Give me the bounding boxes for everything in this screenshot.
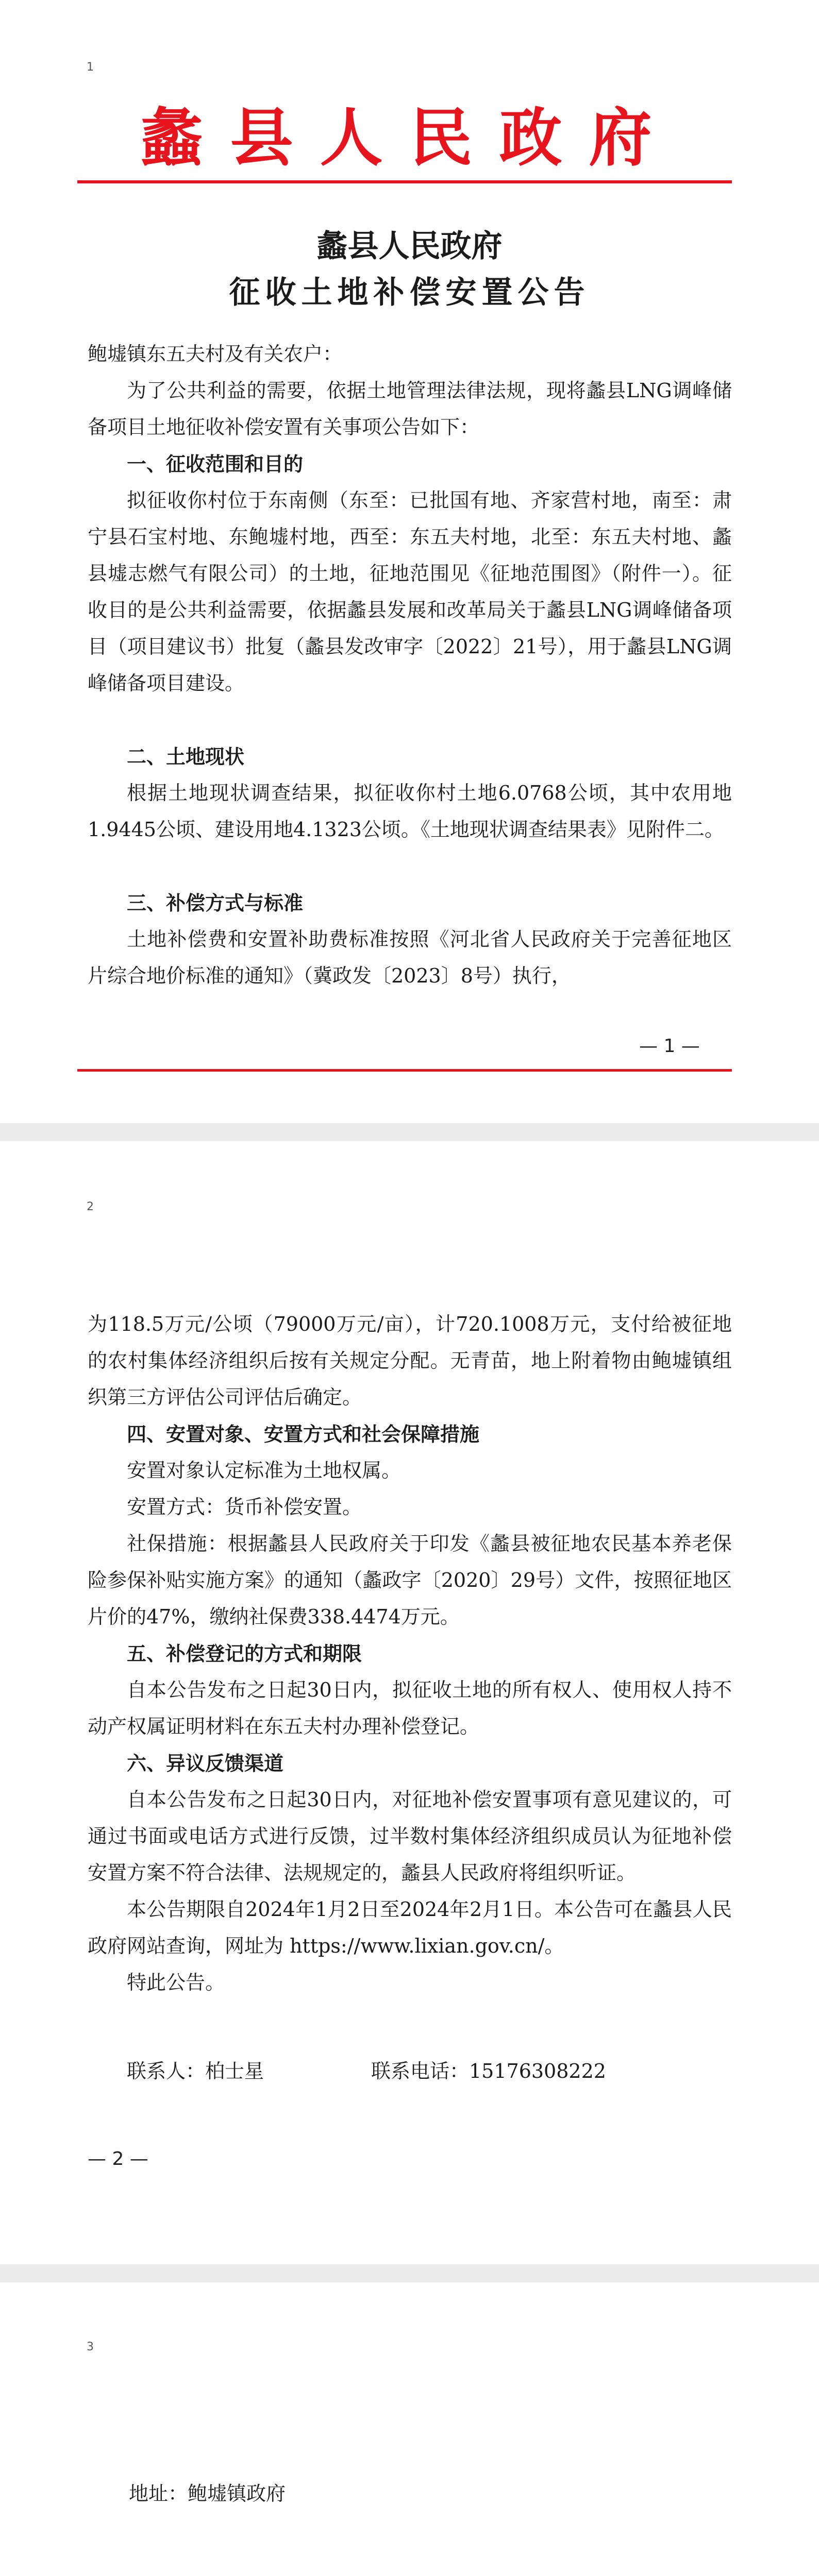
document-page-1 [0, 0, 819, 1123]
contact-phone: 联系电话：15176308222 [371, 2060, 606, 2082]
paragraph-3: 土地补偿费和安置补助费标准按照《河北省人民政府关于完善征地区片综合地价标准的通知》（冀政发〔2023〕8号）执行， [88, 928, 732, 987]
heading-2: 二、土地现状 [127, 745, 245, 768]
intro-paragraph: 为了公共利益的需要，依据土地管理法律法规，现将蠡县LNG调峰储备项目土地征收补偿安置有关事项公告如下： [88, 379, 732, 438]
heading-4: 四、安置对象、安置方式和社会保障措施 [127, 1422, 480, 1446]
paragraph-2: 根据土地现状调查结果，拟征收你村土地6.0768公顷，其中农用地1.9445公顷、建设用地4.1323公顷。《土地现状调查结果表》见附件二。 [88, 782, 732, 841]
page-mark: 1 [87, 61, 94, 74]
paragraph-4b: 安置方式：货币补偿安置。 [127, 1496, 362, 1518]
heading-5: 五、补偿登记的方式和期限 [127, 1642, 362, 1665]
page-mark: 3 [87, 2341, 94, 2353]
paragraph-5: 自本公告发布之日起30日内，拟征收土地的所有权人、使用权人持不动产权属证明材料在东五夫村办理补偿登记。 [88, 1679, 732, 1738]
page-number: — 1 — [639, 1036, 700, 1057]
paragraph-6b: 本公告期限自2024年1月2日至2024年2月1日。本公告可在蠡县人民政府网站查询，网址为 https://www.lixian.gov.cn/。 [88, 1898, 732, 1957]
document-page-2 [0, 1141, 819, 2264]
addressee: 鲍墟镇东五夫村及有关农户： [88, 343, 343, 365]
paragraph-3-continued: 为118.5万元/公顷（79000万元/亩），计720.1008万元，支付给被征地的农村集体经济组织后按有关规定分配。无青苗，地上附着物由鲍墟镇组织第三方评估公司评估后确定。 [88, 1313, 732, 1409]
footer-rule [77, 1069, 732, 1072]
address-line: 地址：鲍墟镇政府 [129, 2482, 286, 2505]
header-rule [77, 180, 732, 183]
heading-3: 三、补偿方式与标准 [127, 891, 304, 914]
doc-title-line2: 征收土地补偿安置公告 [229, 275, 590, 311]
doc-title-line1: 蠡县人民政府 [316, 228, 503, 264]
contact-person: 联系人：柏士星 [127, 2060, 264, 2082]
page-mark: 2 [87, 1200, 94, 1213]
paragraph-4c: 社保措施：根据蠡县人民政府关于印发《蠡县被征地农民基本养老保险参保补贴实施方案》的通知（蠡政字〔2020〕29号）文件，按照征地区片价的47%，缴纳社保费338.4474万元。 [88, 1532, 732, 1628]
page-number: — 2 — [88, 2148, 148, 2170]
heading-6: 六、异议反馈渠道 [127, 1752, 284, 1775]
paragraph-6a: 自本公告发布之日起30日内，对征地补偿安置事项有意见建议的，可通过书面或电话方式进行反馈，过半数村集体经济组织成员认为征地补偿安置方案不符合法律、法规规定的，蠡县人民政府将组织听证。 [88, 1788, 732, 1884]
closing-phrase: 特此公告。 [127, 1971, 225, 1994]
heading-1: 一、征收范围和目的 [127, 452, 304, 476]
red-header: 蠡县人民政府 [140, 100, 679, 175]
paragraph-4a: 安置对象认定标准为土地权属。 [127, 1459, 402, 1482]
document-page-3 [0, 2282, 819, 2576]
paragraph-1: 拟征收你村位于东南侧（东至：已批国有地、齐家营村地，南至：肃宁县石宝村地、东鲍墟村地，西至：东五夫村地，北至：东五夫村地、蠡县墟志燃气有限公司）的土地，征地范围见《征地范围图》（附件一）。征收目的是公共利益需要，依据蠡县发展和改革局关于蠡县LNG调峰储备项目（项目建议书）批复（蠡县发改审字〔2022〕21号），用于蠡县LNG调峰储备项目建设。 [88, 489, 732, 694]
